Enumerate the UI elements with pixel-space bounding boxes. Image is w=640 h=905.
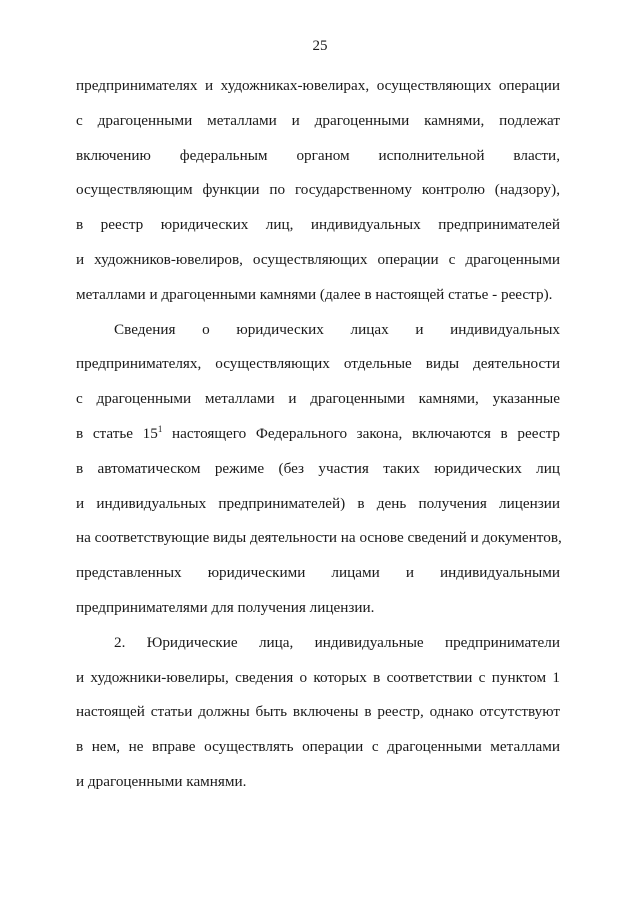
text-line: настоящей статьи должны быть включены в реестр, однако отсутствуют <box>76 703 560 721</box>
text-line: включению федеральным органом исполнительной власти, <box>76 146 560 164</box>
text-line: и художников-ювелиров, осуществляющих операции с драгоценными <box>76 250 560 268</box>
text-fragment: в статье 15 <box>76 424 158 442</box>
text-line: предпринимателях и художниках-ювелирах, осуществляющих операции <box>76 77 560 94</box>
superscript: 1 <box>157 423 163 434</box>
text-line-with-footnote <box>76 417 560 452</box>
text-fragment: настоящего Федерального закона, включаются в реестр <box>162 424 560 442</box>
text-line: в нем, не вправе осуществлять операции с драгоценными металлами <box>76 738 560 756</box>
text-line: представленных юридическими лицами и индивидуальными <box>76 564 560 582</box>
text-line: и драгоценными камнями. <box>76 772 247 790</box>
text-line: Сведения о юридических лицах и индивидуальных <box>114 320 560 338</box>
paragraph-information <box>76 313 560 626</box>
text-line: металлами и драгоценными камнями (далее в настоящей статье - реестр). <box>76 285 553 303</box>
text-line: 2. Юридические лица, индивидуальные предприниматели <box>114 633 560 651</box>
text-line: осуществляющим функции по государственному контролю (надзору), <box>76 181 560 199</box>
text-line: и художники-ювелиры, сведения о которых в соответствии с пунктом 1 <box>76 668 560 686</box>
text-line: в реестр юридических лиц, индивидуальных предпринимателей <box>76 216 560 234</box>
page-number: 25 <box>312 38 328 54</box>
text-line: и индивидуальных предпринимателей) в день получения лицензии <box>76 494 560 512</box>
text-line: предпринимателями для получения лицензии. <box>76 598 375 616</box>
paragraph-continuation <box>76 69 560 313</box>
text-line: с драгоценными металлами и драгоценными камнями, подлежат <box>76 111 560 129</box>
paragraph-item-2 <box>76 626 560 800</box>
text-line: на соответствующие виды деятельности на основе сведений и документов, <box>76 529 562 547</box>
text-line: с драгоценными металлами и драгоценными камнями, указанные <box>76 390 560 408</box>
body-text <box>76 69 560 800</box>
text-line: предпринимателях, осуществляющих отдельные виды деятельности <box>76 355 560 373</box>
text-line: в автоматическом режиме (без участия таких юридических лиц <box>76 459 560 477</box>
